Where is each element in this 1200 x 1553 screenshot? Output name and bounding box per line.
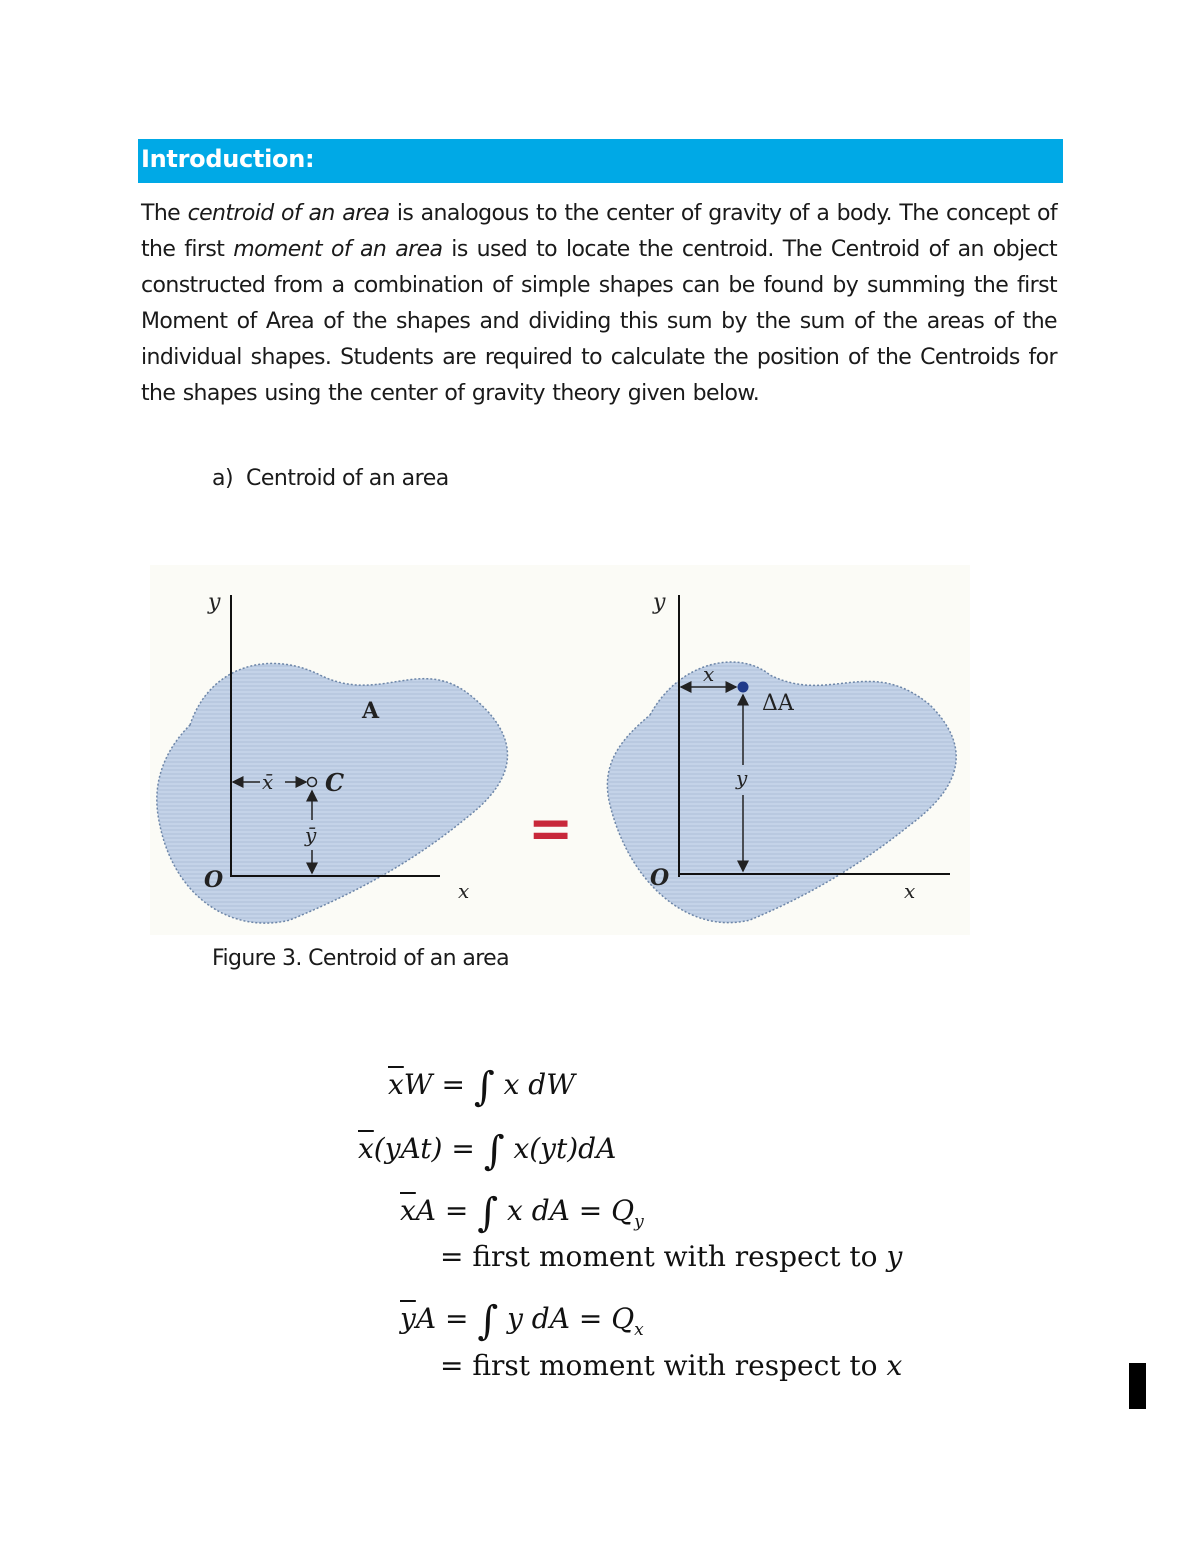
right-x-axis-label: x xyxy=(904,879,916,903)
list-item-text: Centroid of an area xyxy=(246,466,449,491)
y-distance-label: y xyxy=(736,766,748,790)
centroid-label: C xyxy=(325,768,345,797)
heading-text: Introduction: xyxy=(141,145,315,173)
equation-4: = first moment with respect to y xyxy=(440,1240,903,1273)
delta-area-label: ΔA xyxy=(762,691,794,716)
figure-caption: Figure 3. Centroid of an area xyxy=(212,946,509,971)
left-origin-label: O xyxy=(204,867,224,893)
section-heading xyxy=(138,139,1063,183)
equals-sign: = xyxy=(528,797,574,860)
equation-1: $\overline{x}W$ = ∫ x dW xyxy=(388,1064,575,1110)
left-x-axis-label: x xyxy=(458,879,470,903)
equation-6: = first moment with respect to x xyxy=(440,1349,903,1382)
equation-2: $\overline{x}(yAt)$ = ∫ x(yt)dA xyxy=(358,1128,617,1174)
list-item-label: a) xyxy=(212,466,234,491)
equation-3: $\overline{x}A$ = ∫ x dA = $Q_y$ xyxy=(400,1190,644,1236)
intro-paragraph: The centroid of an area is analogous to the center of gravity of a body. The concept of the first moment of an area is used to locate the centroid. The Centroid of an object constructed from a combination of simple shapes can be found by summing the first Moment of Area of the shapes and dividing this sum by the sum of the areas of the individual shapes. Students are required to calculate the position of the Centroids for the shapes using the center of gravity theory given below. xyxy=(141,201,1057,406)
term-moment: moment of an area xyxy=(233,237,443,262)
centroid-figure xyxy=(150,565,970,935)
left-y-axis-label: y xyxy=(208,590,221,615)
ybar-label: ȳ xyxy=(305,823,317,847)
list-item xyxy=(212,466,449,491)
right-origin-label: O xyxy=(650,865,670,891)
right-y-axis-label: y xyxy=(653,590,666,615)
term-centroid: centroid of an area xyxy=(187,201,390,226)
x-distance-label: x xyxy=(703,662,715,686)
xbar-label: x̄ xyxy=(262,770,274,794)
cursor-marker xyxy=(1129,1363,1146,1409)
element-point xyxy=(738,682,749,693)
left-area-label: A xyxy=(362,698,380,724)
equation-5: $\overline{y}A$ = ∫ y dA = $Q_x$ xyxy=(400,1298,644,1344)
